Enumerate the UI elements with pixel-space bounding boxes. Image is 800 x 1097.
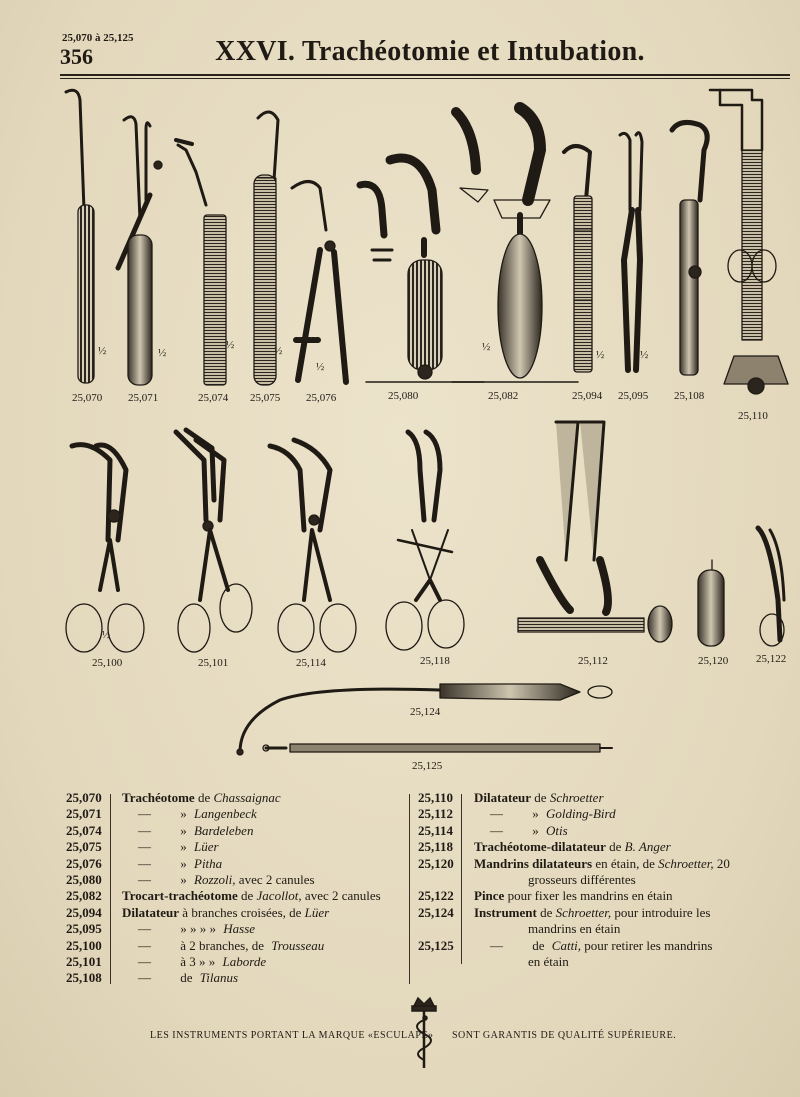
legend-description [468,790,604,806]
figure-number: 25,122 [756,653,787,665]
legend-connector: de [237,888,257,904]
legend-lead: Mandrins dilatateurs [474,855,593,871]
instrument-25082 [452,108,578,382]
legend-name: Laborde [222,954,267,970]
legend-continuation: mandrins en étain [528,921,621,937]
instrument-25118 [386,432,464,650]
figure-number: 25,114 [296,657,326,669]
legend-row [418,806,768,822]
legend-extra: avec 2 canules [301,888,381,904]
legend-code: 25,112 [418,806,454,822]
legend-row [418,839,768,855]
legend-description [468,823,568,839]
instrument-25101 [176,430,252,652]
legend-description [468,806,616,822]
legend-code: 25,076 [66,855,102,871]
legend-description [116,905,329,921]
legend-description [116,806,257,822]
legend-description [116,856,222,872]
legend-row [66,839,406,855]
legend-description [116,921,255,937]
legend-description [116,823,253,839]
legend-row [66,790,406,806]
figure-number: 25,125 [412,760,443,772]
instrument-25122 [758,528,784,646]
legend-row [66,905,406,921]
instrument-25114 [270,440,356,652]
legend-lead: Trocart-trachéotome [122,888,238,904]
legend-continuation: en étain [528,954,569,970]
legend-name: Pitha [194,855,223,871]
legend-code: 25,114 [418,822,454,838]
legend-left-column [66,790,406,987]
legend-right-column [418,790,768,970]
legend-row [66,888,406,904]
legend-lead: — [138,937,151,953]
figure-number: 25,110 [738,410,768,422]
scale-mark: ½ [102,629,111,641]
legend-code: 25,082 [66,888,102,904]
legend-row [66,921,406,937]
instrument-25074 [176,140,226,385]
instrument-25120 [698,560,724,646]
legend-name: Schroetter [549,790,604,805]
legend-connector: » [177,872,190,888]
legend-extra: pour introduire les [611,904,711,920]
scale-mark: ½ [274,345,283,357]
legend-connector: » [177,855,190,871]
legend-description [116,790,281,806]
figure-number: 25,080 [388,390,419,402]
legend-connector: à 2 branches, de [177,937,268,953]
legend-lead: Trachéotome-dilatateur [474,839,606,855]
legend-name: Schroetter, [555,904,612,920]
instrument-25125 [263,744,612,752]
legend-code: 25,094 [66,904,102,920]
footer-right: SONT GARANTIS DE QUALITÉ SUPÉRIEURE. [452,1030,677,1041]
legend-name: Jacollot, [256,888,302,904]
figure-number: 25,070 [72,392,103,404]
legend-name: Catti, [551,937,582,953]
legend-connector: de [531,790,550,805]
legend-row [66,938,406,954]
legend-lead: Dilatateur [122,904,180,920]
legend-code: 25,124 [418,904,454,920]
figure-number: 25,108 [674,390,705,402]
legend-code: 25,122 [418,888,454,904]
figure-number: 25,095 [618,390,649,402]
legend-connector: à branches croisées, de [179,904,305,920]
code-range: 25,070 à 25,125 [62,32,134,44]
legend-description [116,839,219,855]
legend-lead: — [490,937,503,953]
legend-lead: Pince [474,888,505,904]
legend-code: 25,120 [418,855,454,871]
legend-name: Chassaignac [213,790,281,805]
legend-code: 25,108 [66,970,102,986]
legend-lead: — [138,970,151,986]
legend-name: Lüer [304,904,330,920]
legend-code: 25,110 [418,790,454,805]
legend-connector: de [194,790,214,805]
legend-row [418,905,768,921]
legend-code: 25,101 [66,954,102,970]
scale-mark: ½ [596,349,605,361]
legend-extra: 20 [713,855,730,871]
legend-connector: » [529,806,542,822]
legend-lead: — [138,954,151,970]
instrument-25100 [66,445,144,652]
legend-name: Bardeleben [194,822,254,838]
figure-number: 25,120 [698,655,729,667]
legend-description [116,872,315,888]
figure-number: 25,071 [128,392,159,404]
legend-lead: Trachéotome [122,790,195,805]
legend-lead: — [490,822,503,838]
legend-lead: Instrument [474,904,537,920]
page-title: XXVI. Trachéotomie et Intubation. [215,36,645,67]
figure-number: 25,100 [92,657,123,669]
legend-code: 25,100 [66,937,102,953]
scale-mark: ½ [316,361,325,373]
legend-name: Tilanus [199,970,239,986]
legend-code: 25,070 [66,790,102,805]
legend-connector: » [177,822,190,838]
legend-row [66,856,406,872]
legend-name: Golding-Bird [546,806,616,822]
legend-row [66,872,406,888]
scale-mark: ½ [640,349,649,361]
instrument-25110 [710,90,788,394]
legend-name: Trousseau [271,937,325,953]
scale-mark: ½ [158,347,167,359]
legend-connector: pour fixer les mandrins en étain [504,888,673,904]
instrument-25076 [292,182,346,383]
legend-description [116,954,266,970]
legend-extra: pour retirer les mandrins [581,937,713,953]
legend-code: 25,125 [418,937,454,953]
figure-number: 25,101 [198,657,229,669]
legend-connector: à 3 » » [177,954,219,970]
scale-mark: ½ [482,341,491,353]
legend-extra: avec 2 canules [235,872,315,888]
legend-lead: — [138,806,151,822]
esculape-emblem-icon [404,996,444,1070]
legend-description [116,970,238,986]
figure-number: 25,074 [198,392,229,404]
legend-name: Langenbeck [194,806,257,822]
legend-lead: — [490,806,503,822]
legend-connector: » [529,822,542,838]
legend-name: Hasse [223,921,256,937]
legend-row [418,790,768,806]
legend-name: Otis [546,822,568,838]
scale-mark: ½ [98,345,107,357]
figure-number: 25,082 [488,390,519,402]
legend-connector: de [529,937,548,953]
footer-left: LES INSTRUMENTS PORTANT LA MARQUE «ESCULAPE» [150,1030,434,1041]
legend-name: Lüer [194,839,219,855]
legend-row [418,938,768,954]
legend-name: Rozzoli, [194,872,236,888]
instrument-25094 [564,146,592,372]
legend-description [468,856,730,872]
legend-row [418,856,768,872]
figure-number: 25,076 [306,392,337,404]
legend-row [418,823,768,839]
instrument-25112 [518,422,672,642]
legend-description [116,888,381,904]
legend-row [66,806,406,822]
legend-code: 25,074 [66,822,102,838]
legend-description [116,938,324,954]
legend-row [66,823,406,839]
figure-number: 25,094 [572,390,603,402]
legend-row [66,970,406,986]
legend-description [468,905,710,921]
legend-description [468,938,712,954]
legend-lead: — [138,839,151,855]
legend-lead: — [138,872,151,888]
legend-code: 25,071 [66,806,102,822]
legend-name: B. Anger [624,839,671,855]
instrument-25071 [118,117,162,385]
legend-row [418,888,768,904]
legend-lead: Dilatateur [474,790,532,805]
page-number: 356 [60,44,93,69]
legend-description [468,839,671,855]
legend-connector: » » » » [177,921,220,937]
figure-number: 25,118 [420,655,450,667]
legend-lead: — [138,855,151,871]
legend-connector: de [536,904,556,920]
instrument-25070 [66,90,94,383]
legend-connector: de [605,839,625,855]
scale-mark: ½ [226,339,235,351]
legend-connector: » [177,839,190,855]
legend-description [468,888,673,904]
legend-name: Schroetter, [658,855,714,871]
instrument-25095 [620,133,642,370]
legend-code: 25,095 [66,921,102,937]
figure-number: 25,112 [578,655,608,667]
legend-connector: de [177,970,196,986]
legend-row [66,954,406,970]
legend-code: 25,118 [418,839,454,855]
legend-connector: » [177,806,190,822]
legend-lead: — [138,921,151,937]
legend-continuation: grosseurs différentes [528,872,636,888]
figure-number: 25,124 [410,706,441,718]
figure-number: 25,075 [250,392,281,404]
legend-column-divider [409,794,410,984]
legend-code: 25,080 [66,872,102,888]
instrument-25108 [672,122,707,375]
legend-lead: — [138,822,151,838]
legend-connector: en étain, de [592,855,659,871]
legend-code: 25,075 [66,839,102,855]
